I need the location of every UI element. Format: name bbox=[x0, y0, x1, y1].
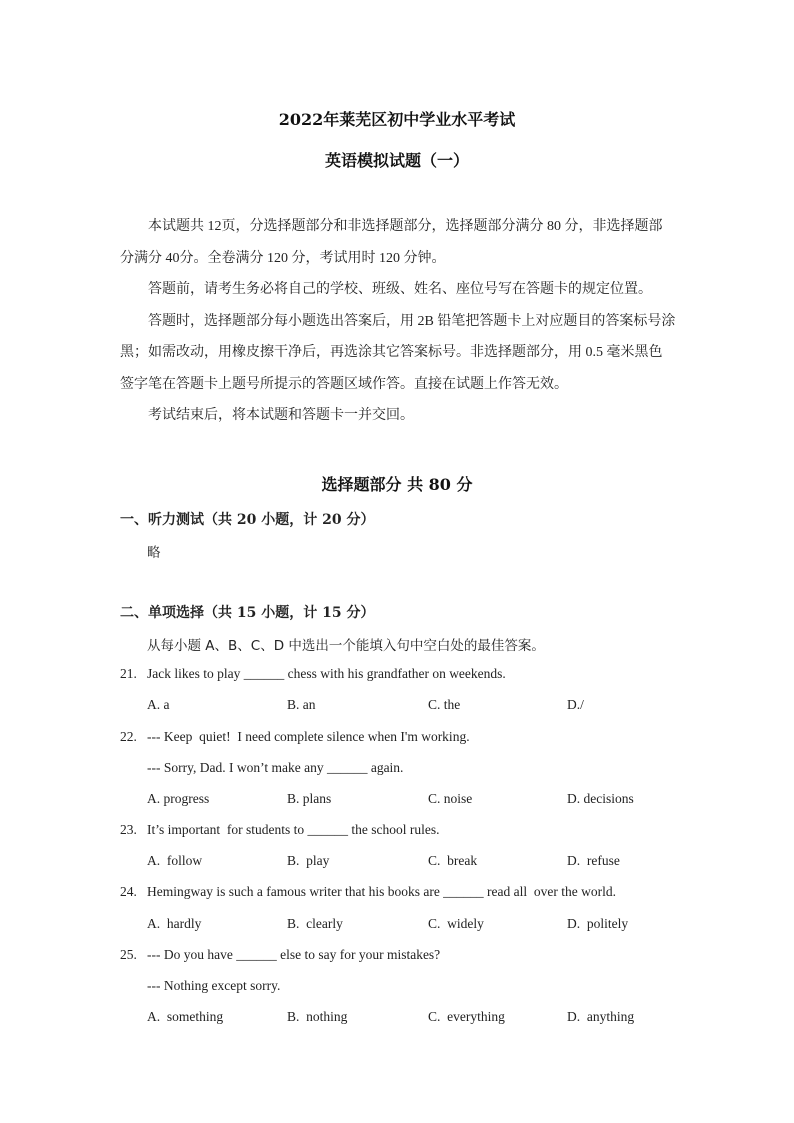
option-c: C. break bbox=[428, 853, 478, 868]
option-d: D. politely bbox=[567, 916, 629, 931]
option-b: B. plans bbox=[287, 791, 332, 806]
question-text: Jack likes to play ______ chess with his grandfather on weekends. bbox=[147, 666, 506, 681]
part-heading: 选择题部分 共 80 分 bbox=[321, 475, 473, 494]
question-number: 25. bbox=[120, 947, 137, 962]
instruction-paragraph: 考试结束后，将本试题和答题卡一并交回。 bbox=[148, 408, 414, 423]
section-note: 略 bbox=[147, 545, 161, 561]
section-heading: 一、听力测试（共 20 小题，计 20 分） bbox=[120, 512, 375, 528]
exam-subtitle: 英语模拟试题（一） bbox=[324, 151, 469, 170]
instructions bbox=[120, 211, 676, 432]
option-c: C. everything bbox=[428, 1009, 505, 1024]
question-text: It’s important for students to ______ the school rules. bbox=[147, 822, 440, 837]
option-a: A. a bbox=[147, 697, 170, 712]
question-number: 24. bbox=[120, 884, 137, 899]
question-text: Hemingway is such a famous writer that his books are ______ read all over the world. bbox=[147, 884, 617, 899]
instruction-paragraph: 答题前，请考生务必将自己的学校、班级、姓名、座位号写在答题卡的规定位置。 bbox=[148, 282, 652, 297]
section-heading: 二、单项选择（共 15 小题，计 15 分） bbox=[120, 605, 375, 621]
option-a: A. follow bbox=[147, 853, 203, 868]
option-b: B. clearly bbox=[287, 916, 343, 931]
option-c: C. the bbox=[428, 697, 461, 712]
question-number: 23. bbox=[120, 822, 137, 837]
option-b: B. play bbox=[287, 853, 330, 868]
option-a: A. something bbox=[147, 1009, 224, 1024]
option-b: B. nothing bbox=[287, 1009, 348, 1024]
section-directions: 从每小题 A、B、C、D 中选出一个能填入句中空白处的最佳答案。 bbox=[147, 638, 545, 654]
option-c: C. noise bbox=[428, 791, 473, 806]
option-a: A. progress bbox=[147, 791, 210, 806]
question-text: --- Nothing except sorry. bbox=[147, 978, 281, 993]
option-a: A. hardly bbox=[147, 916, 202, 931]
option-d: D. decisions bbox=[567, 791, 634, 806]
question-number: 22. bbox=[120, 729, 137, 744]
option-b: B. an bbox=[287, 697, 316, 712]
exam-title: 2022年莱芜区初中学业水平考试 bbox=[278, 110, 516, 129]
instruction-paragraph: 本试题共 12页，分选择题部分和非选择题部分，选择题部分满分 80 分，非选择题部分满分 40分。全卷满分 120 分，考试用时 120 分钟。 bbox=[120, 219, 663, 266]
question-number: 21. bbox=[120, 666, 137, 681]
option-c: C. widely bbox=[428, 916, 484, 931]
option-d: D. refuse bbox=[567, 853, 620, 868]
question-text: --- Do you have ______ else to say for your mistakes? bbox=[147, 947, 441, 962]
option-d: D. anything bbox=[567, 1009, 635, 1024]
instruction-paragraph: 答题时，选择题部分每小题选出答案后，用 2B 铅笔把答题卡上对应题目的答案标号涂黑；如需改动，用橡皮擦干净后，再选涂其它答案标号。非选择题部分，用 0.5 毫米黑色签字笔在答题卡上题号所提示的答题区域作答。直接在试题上作答无效。 bbox=[120, 313, 676, 392]
question-text: --- Keep quiet! I need complete silence when I'm working. bbox=[147, 729, 470, 744]
question-text: --- Sorry, Dad. I won’t make any ______ again. bbox=[147, 760, 404, 775]
option-d: D./ bbox=[567, 697, 584, 712]
